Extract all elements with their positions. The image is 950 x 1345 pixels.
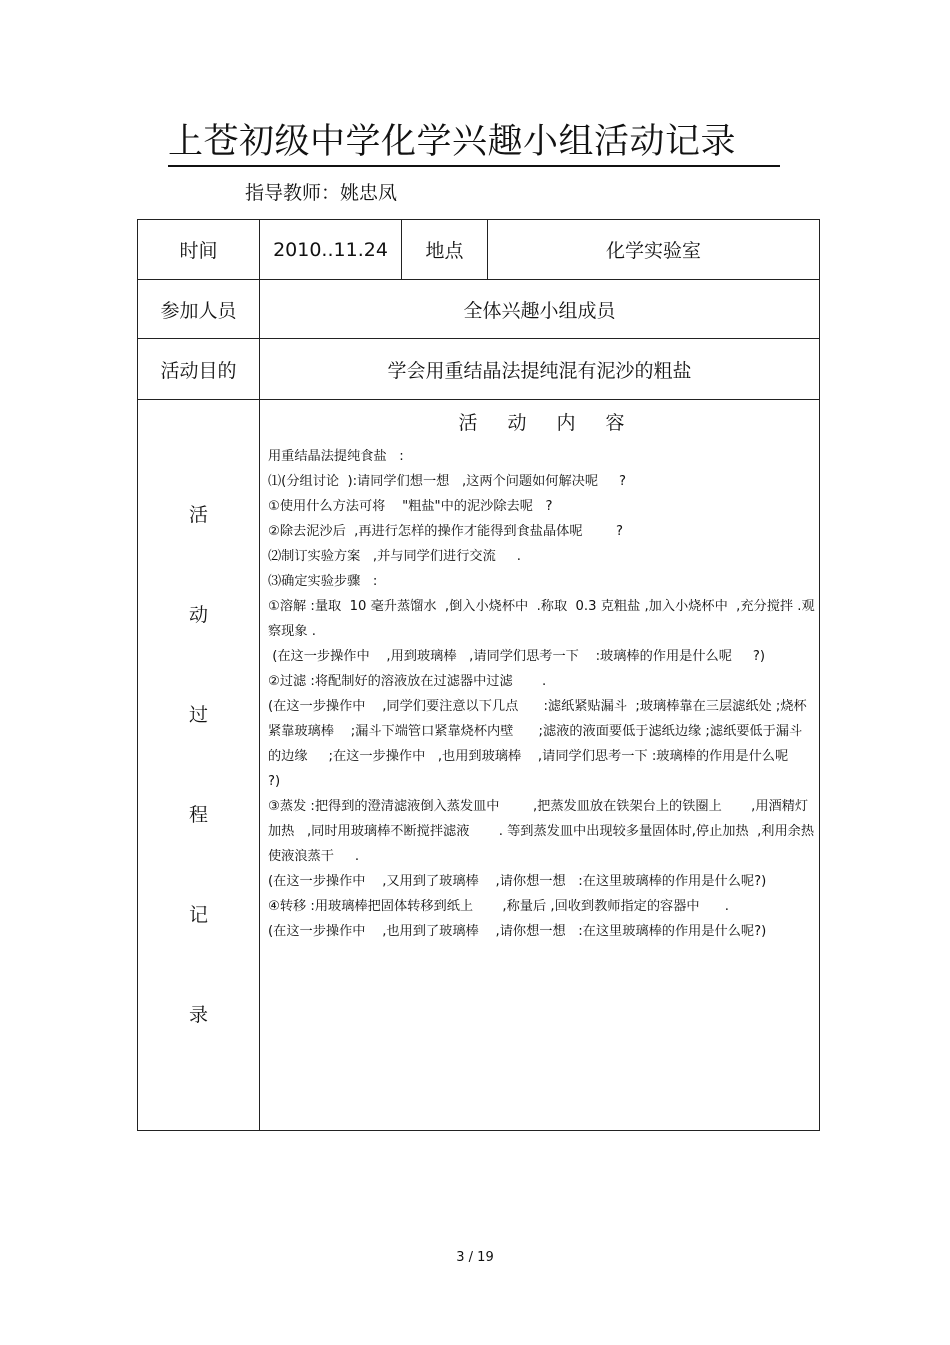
time-row: [138, 220, 820, 280]
process-label: [138, 400, 260, 1131]
process-label-char: 录: [188, 1004, 208, 1026]
place-value: 化学实验室: [488, 220, 820, 280]
process-row: [138, 400, 820, 1131]
process-label-char: 程: [188, 804, 208, 826]
process-label-char: 过: [188, 704, 208, 726]
page-title: 上苍初级中学化学兴趣小组活动记录: [168, 120, 780, 167]
purpose-value: 学会用重结晶法提纯混有泥沙的粗盐: [260, 339, 820, 400]
participants-value: 全体兴趣小组成员: [260, 280, 820, 339]
process-label-char: 活: [188, 504, 208, 526]
content-line: ①溶解 :量取 10 毫升蒸馏水 ,倒入小烧杯中 .称取 0.3 克粗盐 ,加入小烧杯中 ,充分搅拌 .观察现象 .: [268, 599, 815, 639]
content-line: ④转移 :用玻璃棒把固体转移到纸上 ,称量后 ,回收到教师指定的容器中 .: [268, 899, 729, 914]
content-line: ⑴(分组讨论 ):请同学们想一想 ,这两个问题如何解决呢 ?: [268, 474, 626, 489]
participants-label: 参加人员: [138, 280, 260, 339]
process-content: [260, 400, 820, 1131]
content-line: (在这一步操作中 ,同学们要注意以下几点 :滤纸紧贴漏斗 ;玻璃棒靠在三层滤纸处 ;烧杯紧靠玻璃棒 ;漏斗下端管口紧靠烧杯内壁 ;滤液的液面要低于滤纸边缘 ;滤纸要低于漏斗的边缘 ;在这一步操作中 ,也用到玻璃棒 ,请同学们思考一下 :玻璃棒的作用是什么呢 ?): [268, 699, 810, 789]
time-value: 2010..11.24: [260, 220, 402, 280]
purpose-label: 活动目的: [138, 339, 260, 400]
content-line: ⑵制订实验方案 ,并与同学们进行交流 .: [268, 549, 521, 564]
teacher-line: 指导教师：姚忠凤: [245, 182, 398, 204]
content-line: ①使用什么方法可将 "粗盐"中的泥沙除去呢 ?: [268, 499, 553, 514]
content-line: ⑶确定实验步骤 :: [268, 574, 378, 589]
content-line: (在这一步操作中 ,用到玻璃棒 ,请同学们思考一下 :玻璃棒的作用是什么呢 ?): [268, 649, 766, 664]
content-line: ③蒸发 :把得到的澄清滤液倒入蒸发皿中 ,把蒸发皿放在铁架台上的铁圈上 ,用酒精灯加热 ,同时用玻璃棒不断搅拌滤液 . 等到蒸发皿中出现较多量固体时,停止加热 ,利用余热使液浪蒸干 .: [268, 799, 815, 864]
content-line: ②过滤 :将配制好的溶液放在过滤器中过滤 .: [268, 674, 547, 689]
content-line: 用重结晶法提纯食盐 :: [268, 449, 404, 464]
place-label: 地点: [402, 220, 488, 280]
process-label-char: 记: [188, 904, 208, 926]
content-line: ②除去泥沙后 ,再进行怎样的操作才能得到食盐晶体呢 ?: [268, 524, 624, 539]
content-heading: 活动内容: [458, 412, 655, 434]
time-label: 时间: [138, 220, 260, 280]
participants-row: [138, 280, 820, 339]
purpose-row: [138, 339, 820, 400]
process-label-char: 动: [188, 604, 208, 626]
page-number: 3 / 19: [456, 1250, 494, 1265]
activity-record-table: [137, 219, 820, 1131]
content-line: (在这一步操作中 ,也用到了玻璃棒 ,请你想一想 :在这里玻璃棒的作用是什么呢?): [268, 924, 767, 939]
content-line: (在这一步操作中 ,又用到了玻璃棒 ,请你想一想 :在这里玻璃棒的作用是什么呢?): [268, 874, 767, 889]
